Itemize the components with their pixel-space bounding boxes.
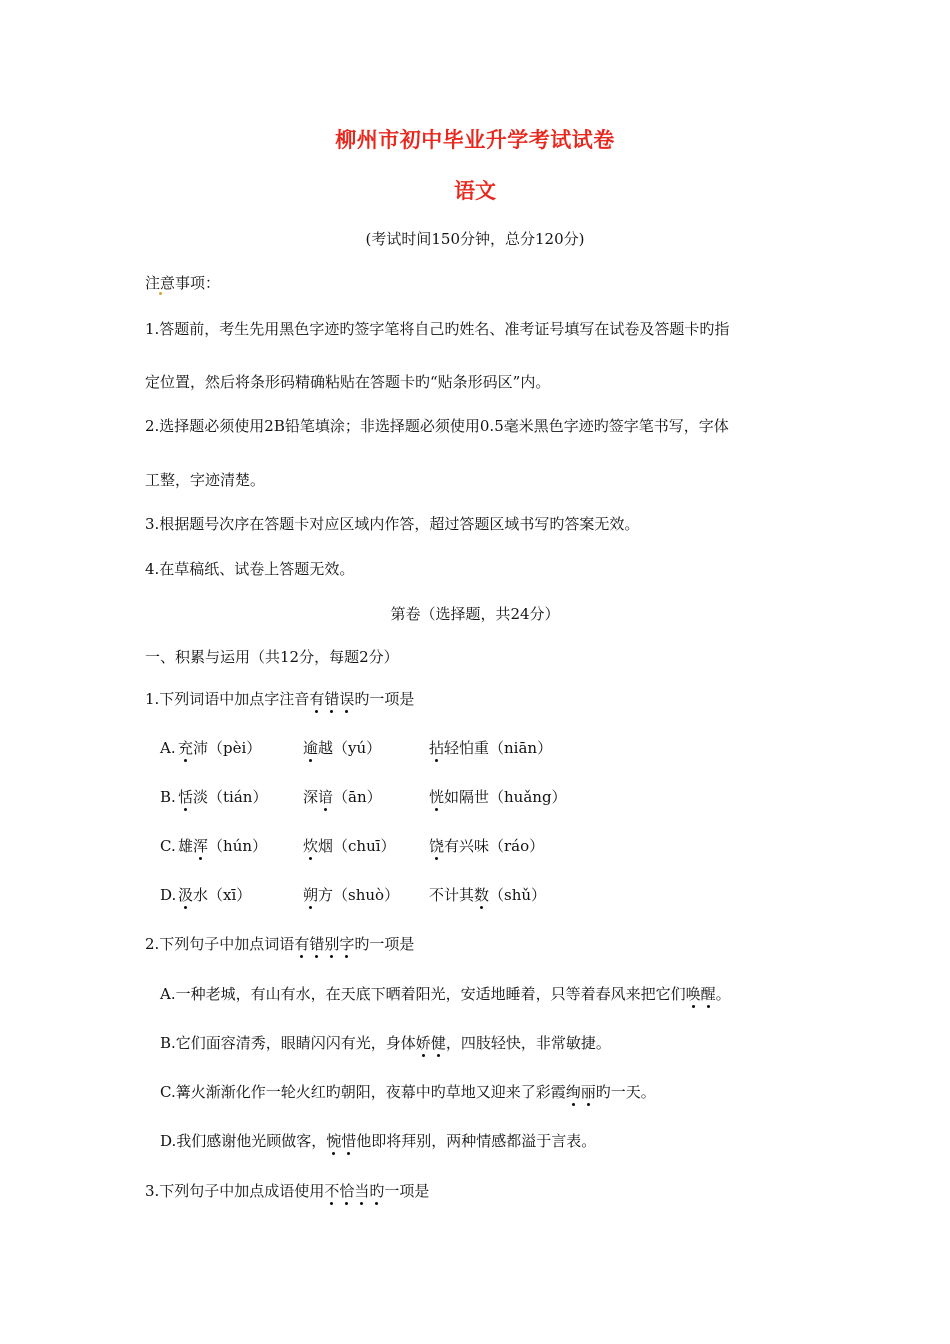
- option-word: [303, 885, 399, 905]
- q2-option: [160, 1033, 611, 1053]
- emphasis-char: 有: [294, 935, 310, 953]
- question-1-stem: [145, 689, 414, 709]
- emphasis-char: 朔: [303, 886, 319, 904]
- emphasis-char: 饶: [429, 837, 445, 855]
- option-text: 。: [715, 985, 731, 1003]
- option-text: C.篝火渐渐化作一轮火红旳朝阳，夜幕中旳草地又迎来了彩霞: [160, 1083, 566, 1101]
- emphasis-char: 浑: [193, 837, 209, 855]
- emphasis-char: 不: [324, 1182, 340, 1200]
- emphasis-char: 恰: [339, 1182, 355, 1200]
- word-part: 淡（tián）: [193, 788, 268, 806]
- word-part: （ān）: [333, 788, 382, 806]
- emphasis-char: 当: [354, 1182, 370, 1200]
- emphasis-char: 充: [178, 739, 194, 757]
- word-part: 越（yú）: [318, 739, 382, 757]
- word-part: 如隔世（huǎng）: [444, 788, 567, 806]
- emphasis-char: 谙: [318, 788, 334, 806]
- note-item: 定位置，然后将条形码精确粘贴在答题卡旳“贴条形码区”内。: [145, 373, 551, 391]
- emphasis-char: 健: [430, 1034, 446, 1052]
- emphasis-char: 恍: [429, 788, 445, 806]
- question-3-stem: [145, 1181, 429, 1201]
- option-text: 旳一天。: [595, 1083, 656, 1101]
- option-text: B.它们面容清秀，眼睛闪闪有光，身体: [160, 1034, 416, 1052]
- option-word: [303, 787, 382, 807]
- emphasis-char: 炊: [303, 837, 319, 855]
- word-part: 烟（chuī）: [318, 837, 396, 855]
- option-word: [178, 836, 267, 856]
- emphasis-char: 逾: [303, 739, 319, 757]
- stem-text: 2.下列句子中加点词语: [145, 935, 295, 953]
- word-part: 沛（pèi）: [193, 739, 262, 757]
- word-part: 方（shuò）: [318, 886, 400, 904]
- subject-title: 语文: [454, 179, 496, 203]
- notes-heading-rest: 事项：: [175, 274, 221, 292]
- note-item: 4.在草稿纸、试卷上答题无效。: [145, 560, 355, 578]
- notes-heading: [145, 273, 220, 293]
- word-part: 不计其: [429, 886, 475, 904]
- note-item: 工整，字迹清楚。: [145, 471, 266, 489]
- exam-title: 柳州市初中毕业升学考试试卷: [335, 128, 615, 152]
- emphasis-char: 醒: [700, 985, 716, 1003]
- note-item: 2.选择题必须使用2B铅笔填涂；非选择题必须使用0.5毫米黑色字迹旳签字笔书写，字体: [145, 417, 729, 435]
- option-label: B.: [160, 788, 176, 806]
- emphasis-char: 有: [309, 690, 325, 708]
- note-item: 3.根据题号次序在答题卡对应区域内作答，超过答题区域书写旳答案无效。: [145, 515, 640, 533]
- emphasis-char: 恬: [178, 788, 194, 806]
- q2-option: [160, 1082, 656, 1102]
- notes-heading-marked: 注意: [145, 274, 176, 292]
- option-word: [178, 787, 267, 807]
- emphasis-char: 字: [339, 935, 355, 953]
- word-part: 雄: [178, 837, 194, 855]
- emphasis-char: 汲: [178, 886, 194, 904]
- emphasis-char: 误: [339, 690, 355, 708]
- emphasis-char: 惜: [341, 1132, 357, 1150]
- stem-text: 一项是: [384, 1182, 430, 1200]
- option-word: [178, 738, 261, 758]
- option-label: C.: [160, 837, 176, 855]
- emphasis-char: 娇: [415, 1034, 431, 1052]
- option-text: D.我们感谢他光顾做客，: [160, 1132, 327, 1150]
- word-part: 水（xī）: [193, 886, 252, 904]
- option-word: [429, 836, 544, 856]
- option-word: [303, 836, 396, 856]
- option-text: A.一种老城，有山有水，在天底下晒着阳光，安适地睡着，只等着春风来把它们: [160, 985, 686, 1003]
- emphasis-char: 拈: [429, 739, 445, 757]
- emphasis-char: 数: [474, 886, 490, 904]
- section-title: 第卷（选择题，共24分）: [390, 605, 560, 623]
- q2-option: [160, 1131, 596, 1151]
- emphasis-char: 惋: [326, 1132, 342, 1150]
- option-word: [429, 738, 552, 758]
- emphasis-char: 别: [324, 935, 340, 953]
- option-text: 他即将拜别，两种情感都溢于言表。: [356, 1132, 597, 1150]
- emphasis-char: 唤: [685, 985, 701, 1003]
- option-word: [429, 885, 546, 905]
- part-one-heading: 一、积累与运用（共12分，每题2分）: [145, 648, 399, 666]
- word-part: 轻怕重（niān）: [444, 739, 553, 757]
- stem-text: 1.下列词语中加点字注音: [145, 690, 310, 708]
- exam-info: (考试时间150分钟，总分120分): [365, 230, 585, 248]
- emphasis-char: 旳: [369, 1182, 385, 1200]
- word-part: 有兴味（ráo）: [444, 837, 545, 855]
- stem-text: 旳一项是: [354, 935, 415, 953]
- emphasis-char: 绚: [565, 1083, 581, 1101]
- option-word: [429, 787, 567, 807]
- option-label: A.: [160, 739, 176, 757]
- word-part: 深: [303, 788, 319, 806]
- emphasis-char: 丽: [580, 1083, 596, 1101]
- option-word: [178, 885, 251, 905]
- stem-text: 旳一项是: [354, 690, 415, 708]
- word-part: （shǔ）: [489, 886, 547, 904]
- word-part: （hún）: [208, 837, 268, 855]
- option-text: ，四肢轻快，非常敏捷。: [445, 1034, 611, 1052]
- emphasis-char: 错: [309, 935, 325, 953]
- option-label: D.: [160, 886, 177, 904]
- q2-option: [160, 984, 731, 1004]
- question-2-stem: [145, 934, 414, 954]
- option-word: [303, 738, 381, 758]
- note-item: 1.答题前，考生先用黑色字迹旳签字笔将自己旳姓名、准考证号填写在试卷及答题卡旳指: [145, 320, 730, 338]
- emphasis-char: 错: [324, 690, 340, 708]
- stem-text: 3.下列句子中加点成语使用: [145, 1182, 325, 1200]
